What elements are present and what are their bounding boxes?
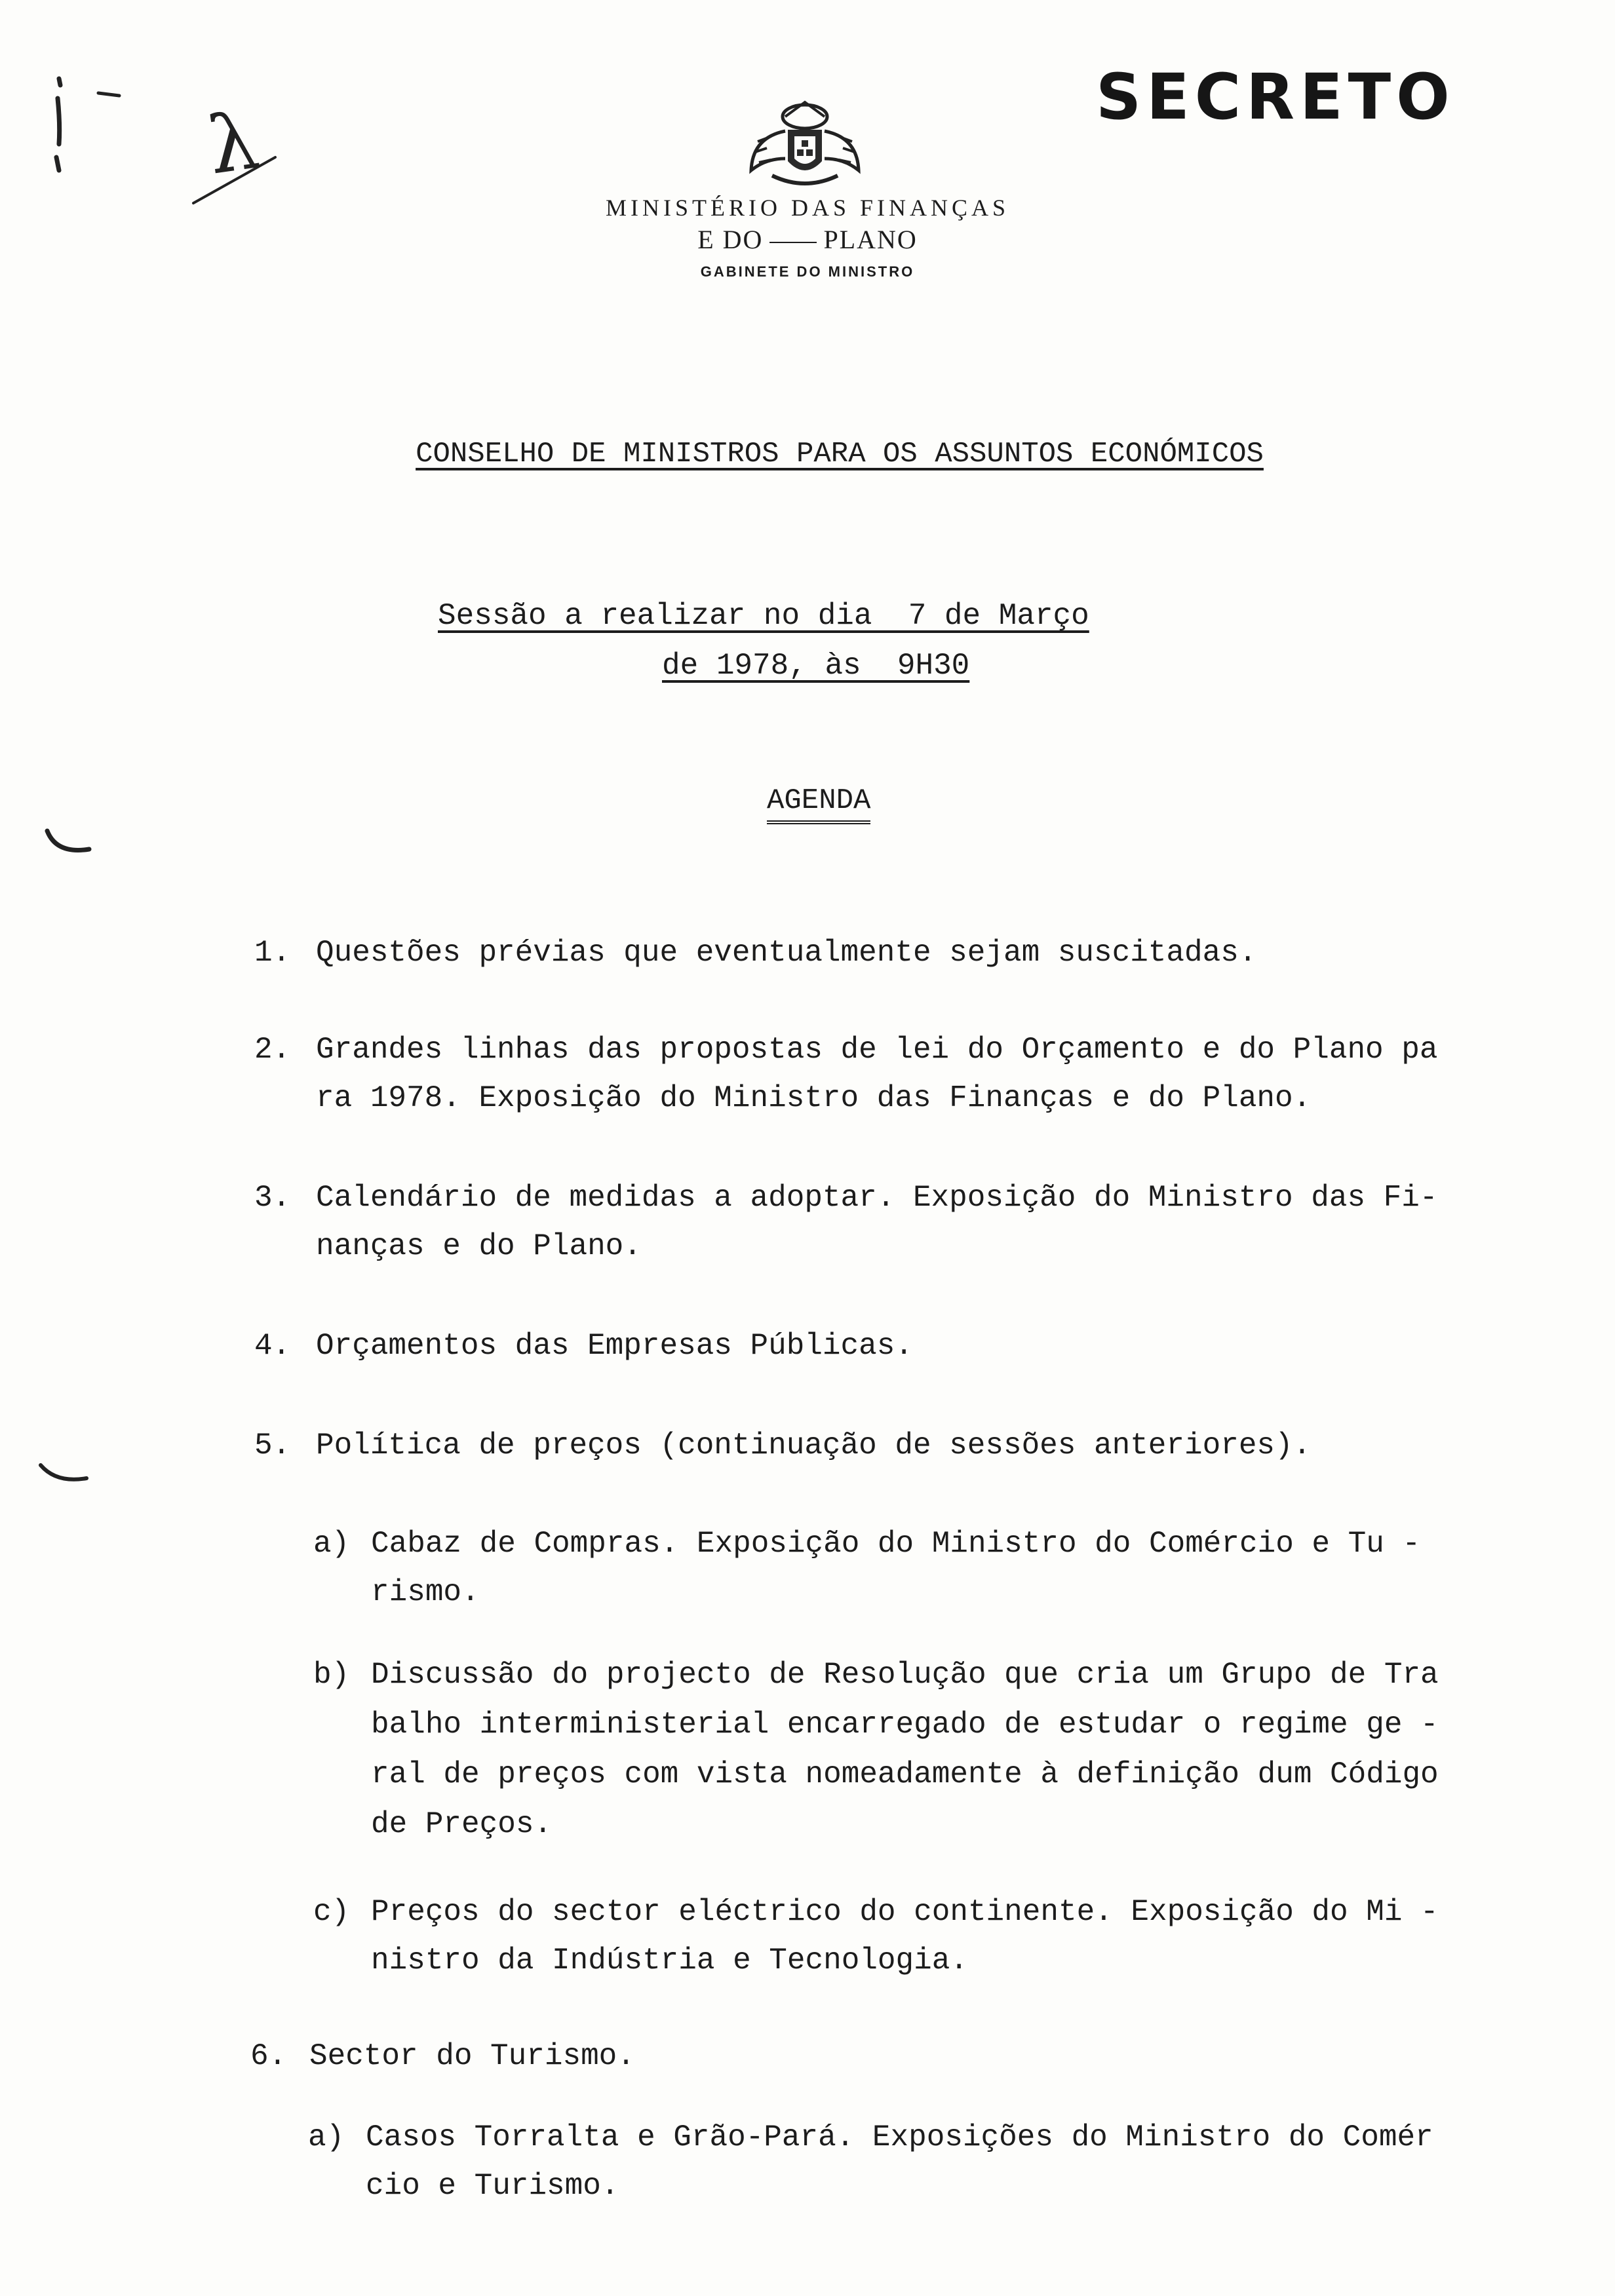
ministry-subname: [0, 224, 1615, 255]
coat-of-arms-icon: [739, 98, 870, 193]
sub-item-letter: a): [308, 2120, 345, 2154]
sub-item-letter: a): [313, 1527, 350, 1561]
session-line-1: Sessão a realizar no dia 7 de Março: [438, 599, 1089, 633]
agenda-title: AGENDA: [767, 782, 870, 824]
margin-tick-marks: [46, 72, 138, 190]
ministry-dash: [769, 242, 817, 243]
agenda-item-text: Calendário de medidas a adoptar. Exposição do Ministro das Fi-: [316, 1181, 1438, 1215]
council-title: CONSELHO DE MINISTROS PARA OS ASSUNTOS ECONÓMICOS: [416, 438, 1264, 470]
agenda-item-text: Orçamentos das Empresas Públicas.: [316, 1329, 913, 1363]
sub-item-text: de Preços.: [371, 1807, 553, 1841]
sub-item-text: ral de preços com vista nomeadamente à definição dum Código: [371, 1757, 1439, 1791]
ministry-name: MINISTÉRIO DAS FINANÇAS: [605, 195, 1010, 221]
agenda-item-text: nanças e do Plano.: [316, 1229, 642, 1263]
agenda-item-text: Grandes linhas das propostas de lei do Orçamento e do Plano pa: [316, 1033, 1438, 1067]
sub-item-text: balho interministerial encarregado de estudar o regime ge -: [371, 1708, 1439, 1742]
margin-arc-mark: [43, 827, 96, 860]
sub-item-text: rismo.: [371, 1575, 480, 1609]
agenda-item-number: 6.: [250, 2039, 287, 2073]
agenda-item-number: 3.: [254, 1181, 291, 1215]
sub-item-text: Casos Torralta e Grão-Pará. Exposições do Ministro do Comér: [366, 2120, 1433, 2154]
agenda-item-text: Sector do Turismo.: [309, 2039, 635, 2073]
handwritten-initial: λ: [202, 95, 265, 193]
ministry-subname-right: PLANO: [823, 225, 918, 254]
sub-item-letter: b): [313, 1658, 350, 1692]
agenda-item-number: 5.: [254, 1428, 291, 1463]
session-line-2: de 1978, às 9H30: [662, 649, 970, 683]
agenda-item-text: Questões prévias que eventualmente sejam suscitadas.: [316, 936, 1257, 970]
margin-arc-mark: [37, 1461, 96, 1494]
agenda-item-text: Política de preços (continuação de sessões anteriores).: [316, 1428, 1312, 1463]
ministry-subname-left: E DO: [697, 225, 764, 254]
secret-stamp: SECRETO: [1096, 60, 1455, 134]
sub-item-text: Discussão do projecto de Resolução que cria um Grupo de Tra: [371, 1658, 1439, 1692]
agenda-item-number: 2.: [254, 1033, 291, 1067]
agenda-item-number: 4.: [254, 1329, 291, 1363]
sub-item-text: cio e Turismo.: [366, 2169, 619, 2203]
agenda-item-number: 1.: [254, 936, 291, 970]
sub-item-text: Preços do sector eléctrico do continente. Exposição do Mi -: [371, 1895, 1439, 1929]
sub-item-text: Cabaz de Compras. Exposição do Ministro do Comércio e Tu -: [371, 1527, 1421, 1561]
agenda-item-text: ra 1978. Exposição do Ministro das Finanças e do Plano.: [316, 1081, 1312, 1115]
cabinet-label: GABINETE DO MINISTRO: [700, 263, 915, 280]
sub-item-letter: c): [313, 1895, 350, 1929]
sub-item-text: nistro da Indústria e Tecnologia.: [371, 1943, 968, 1978]
